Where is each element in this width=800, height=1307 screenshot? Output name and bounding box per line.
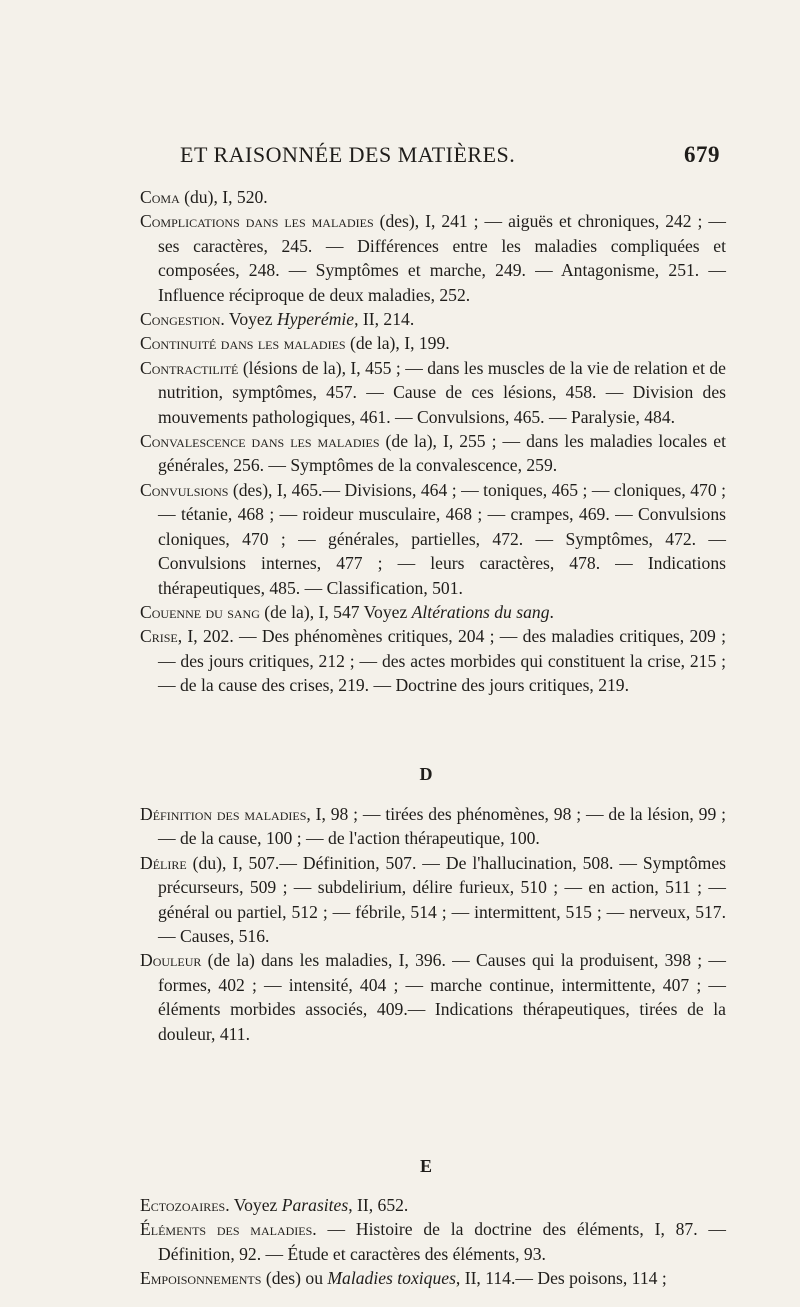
- section-letter-e: E: [419, 1156, 432, 1176]
- index-entry: Contractilité (lésions de la), I, 455 ; — dans les muscles de la vie de relation et de nutrition, symptômes, 457. — Cause de ces lésions, 458. — Division des mouvements pathologiques, 461. — Convulsions, 465. — Paralysie, 484.: [140, 357, 726, 427]
- index-entry: Ectozoaires. Voyez Parasites, II, 652.: [140, 1195, 409, 1215]
- index-section-c: [140, 185, 726, 698]
- index-section-d: [140, 802, 726, 1046]
- index-entry: Couenne du sang (de la), I, 547 Voyez Altérations du sang.: [140, 601, 554, 622]
- section-letter-d: D: [419, 764, 433, 784]
- index-entry: Crise, I, 202. — Des phénomènes critiques, 204 ; — des maladies critiques, 209 ; — des jours critiques, 212 ; — des actes morbides qui constituent la crise, 215 ; — de la cause des crises, 219. — Doctrine des jours critiques, 219.: [140, 626, 726, 696]
- index-entry: Éléments des maladies. — Histoire de la doctrine des éléments, I, 87. — Définition, 92. — Étude et caractères des éléments, 93.: [140, 1219, 726, 1264]
- index-entry: Douleur (de la) dans les maladies, I, 396. — Causes qui la produisent, 398 ; — formes, 402 ; — intensité, 404 ; — marche continue, intermittente, 407 ; — éléments morbides associés, 409.— Indications thérapeutiques, tirées de la douleur, 411.: [140, 950, 726, 1044]
- running-header: [180, 142, 720, 172]
- index-entry: Définition des maladies, I, 98 ; — tirées des phénomènes, 98 ; — de la lésion, 99 ; — de la cause, 100 ; — de l'action thérapeutique, 100.: [140, 804, 726, 849]
- index-entry: Convalescence dans les maladies (de la), I, 255 ; — dans les maladies locales et générales, 256. — Symptômes de la convalescence, 259.: [140, 431, 726, 476]
- index-entry: Coma (du), I, 520.: [140, 187, 268, 207]
- index-entry: Complications dans les maladies (des), I, 241 ; — aiguës et chroniques, 242 ; — ses caractères, 245. — Différences entre les maladies compliquées et composées, 248. — Symptômes et marche, 249. — Antagonisme, 251. — Influence réciproque de deux maladies, 252.: [140, 211, 726, 305]
- running-title: ET RAISONNÉE DES MATIÈRES.: [180, 142, 516, 167]
- index-entry: Congestion. Voyez Hyperémie, II, 214.: [140, 309, 415, 330]
- index-entry: Continuité dans les maladies (de la), I, 199.: [140, 333, 450, 354]
- index-section-e: [140, 1193, 726, 1291]
- index-entry: Empoisonnements (des) ou Maladies toxiques, II, 114.— Des poisons, 114 ;: [140, 1268, 667, 1289]
- page-number: 679: [684, 142, 720, 167]
- index-entry: Convulsions (des), I, 465.— Divisions, 464 ; — toniques, 465 ; — cloniques, 470 ; — tétanie, 468 ; — roideur musculaire, 468 ; — crampes, 469. — Convulsions cloniques, 470 ; — générales, partielles, 472. — Symptômes, 472. — Convulsions internes, 477 ; — leurs caractères, 478. — Indications thérapeutiques, 485. — Classification, 501.: [140, 479, 726, 598]
- index-entry: Délire (du), I, 507.— Définition, 507. — De l'hallucination, 508. — Symptômes précurseurs, 509 ; — subdelirium, délire furieux, 510 ; — en action, 511 ; — général ou partiel, 512 ; — fébrile, 514 ; — intermittent, 515 ; — nerveux, 517. — Causes, 516.: [140, 852, 726, 947]
